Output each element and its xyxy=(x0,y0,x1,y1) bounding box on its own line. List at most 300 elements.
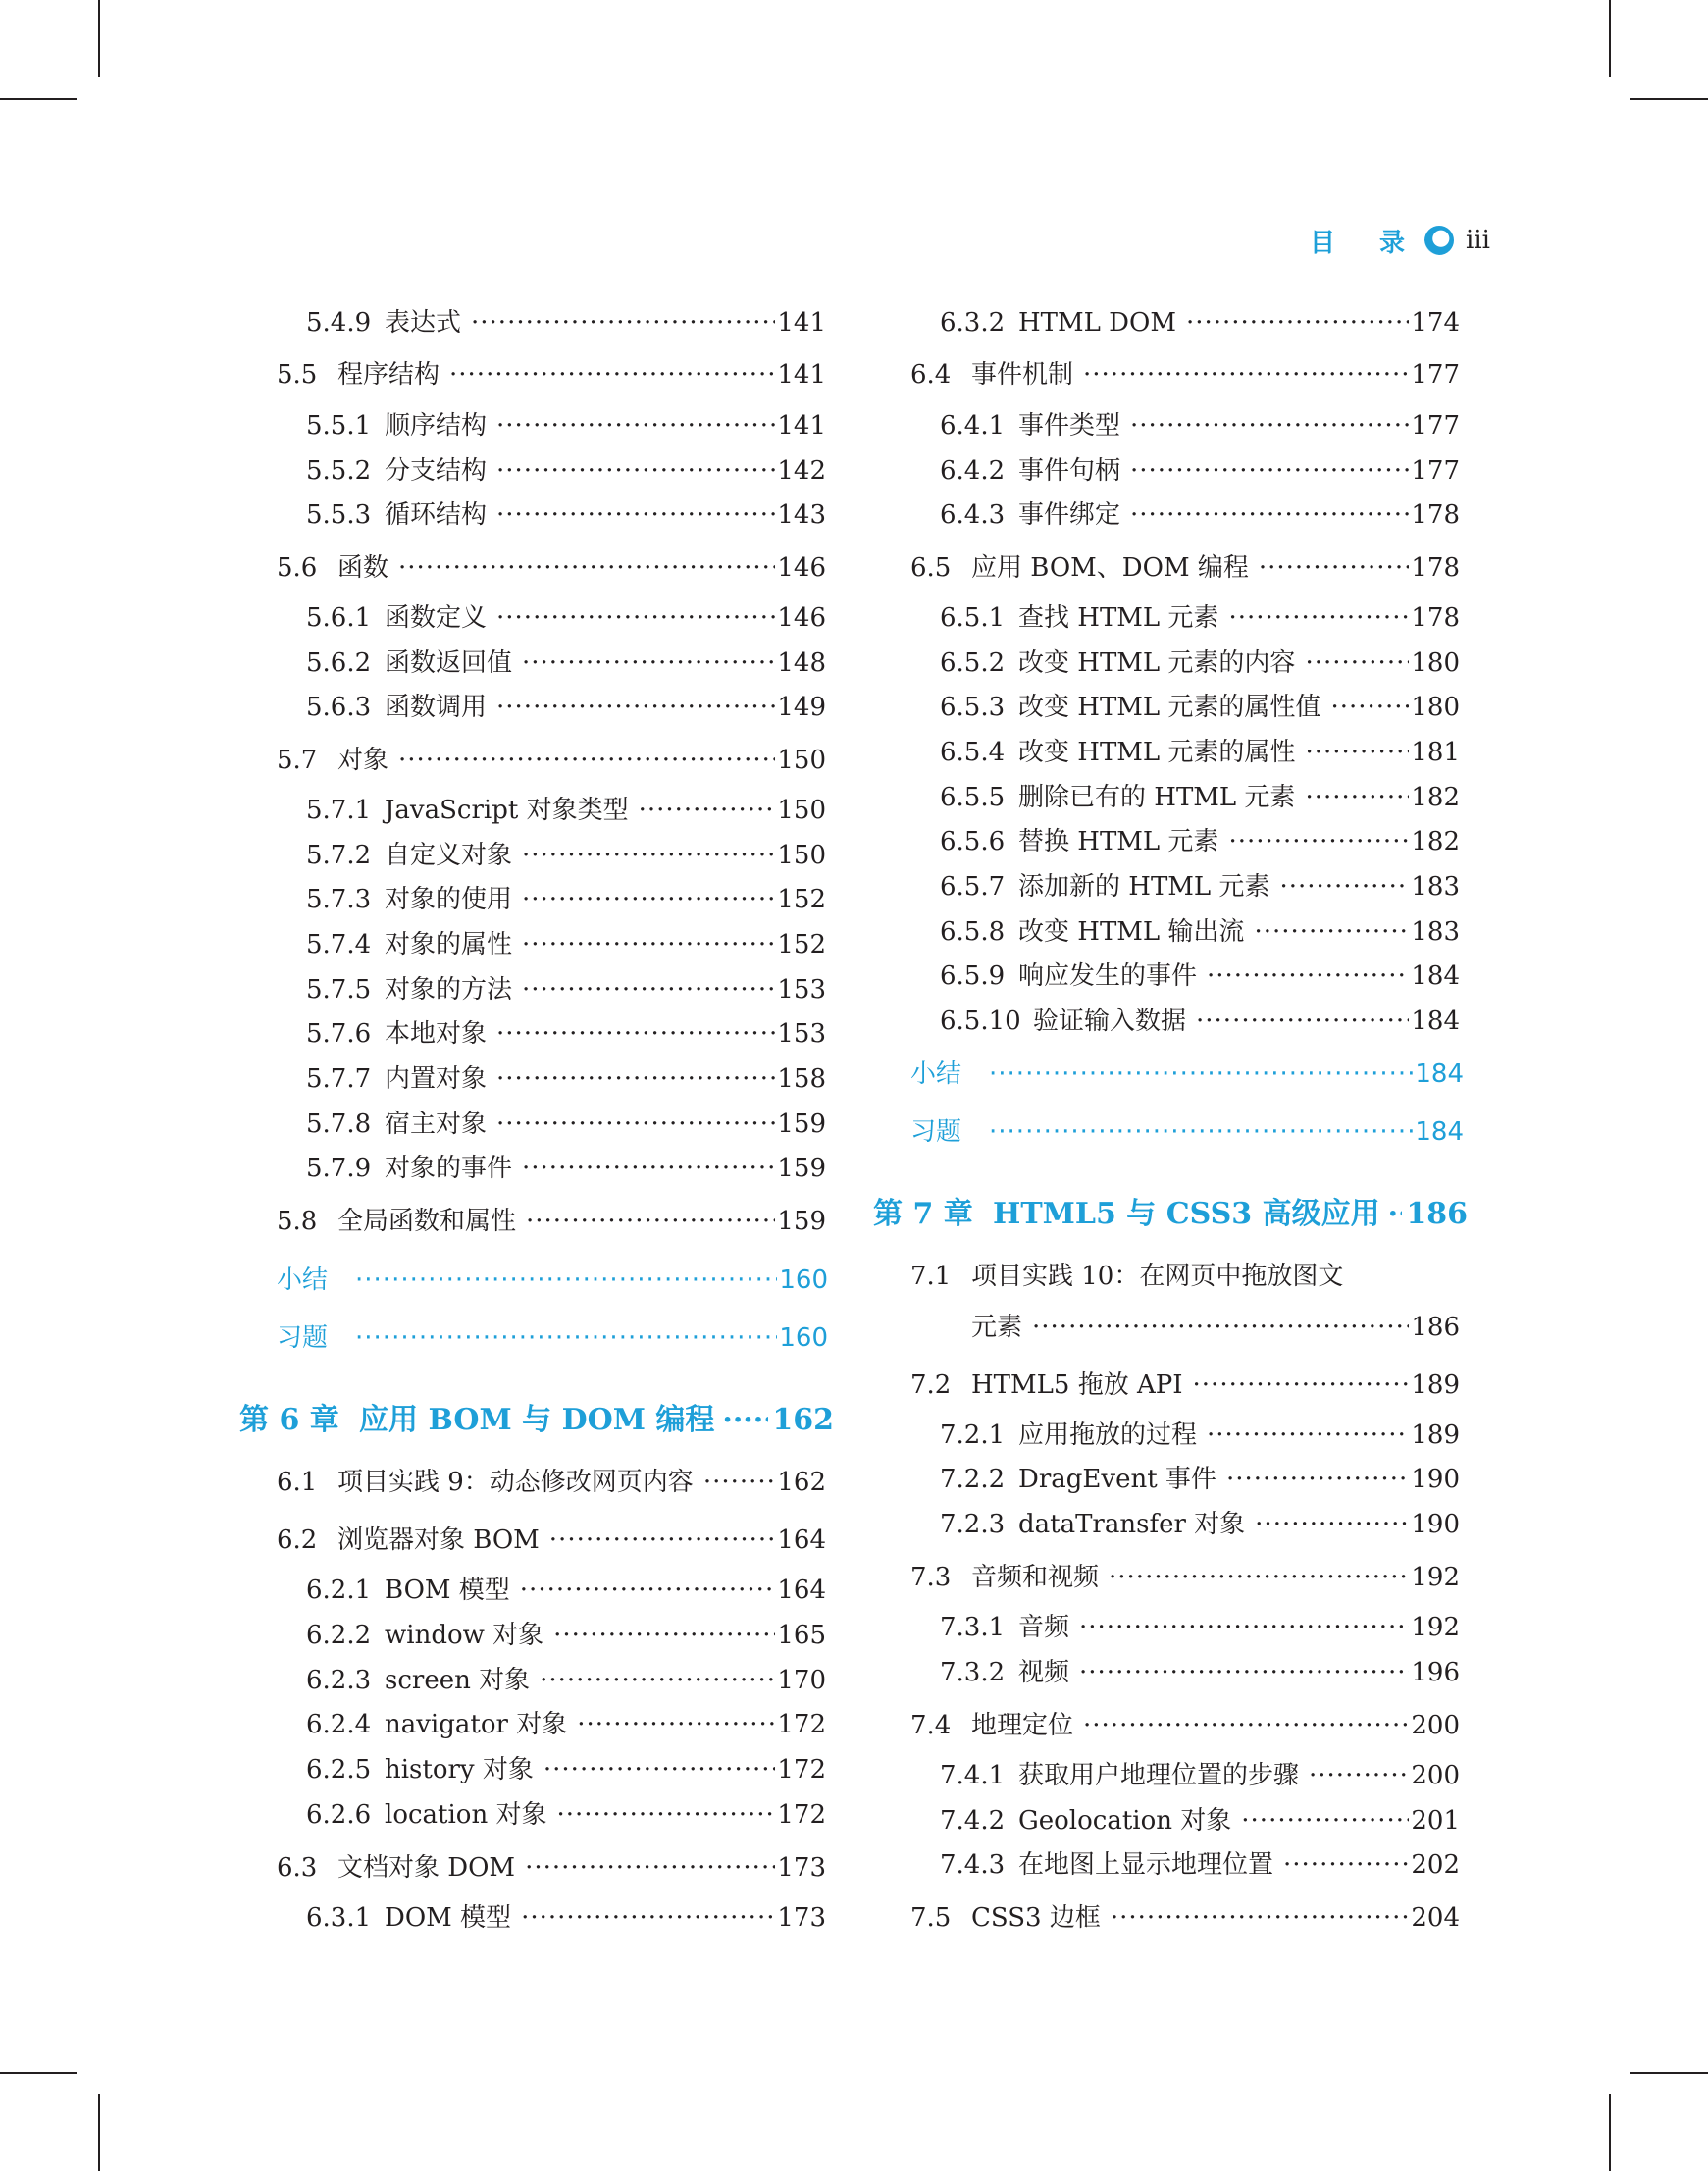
toc-entry-title: 改变 HTML 输出流 xyxy=(1018,917,1245,947)
leader-dots xyxy=(1305,781,1409,814)
page-number: iii xyxy=(1466,226,1490,255)
toc-chapter-heading xyxy=(239,1401,834,1440)
leader-dots xyxy=(1228,601,1409,635)
toc-entry-number: 6.2.1 xyxy=(306,1576,372,1605)
toc-entry-number: 6.2.2 xyxy=(306,1621,372,1650)
toc-entry-title: history 对象 xyxy=(385,1755,534,1784)
leader-dots xyxy=(1109,1561,1409,1594)
crop-mark xyxy=(1630,2072,1708,2074)
toc-entry-title: 改变 HTML 元素的属性值 xyxy=(1018,693,1321,722)
toc-entry xyxy=(940,1759,1460,1792)
toc-entry-title: 习题 xyxy=(277,1323,329,1353)
toc-entry xyxy=(910,1561,1460,1594)
leader-dots xyxy=(989,1115,1413,1149)
toc-entry-number: 7.2.2 xyxy=(940,1465,1006,1494)
toc-entry-number: 5.7.7 xyxy=(306,1064,372,1094)
toc-entry-number: 6.2.5 xyxy=(306,1755,372,1784)
leader-dots xyxy=(496,409,775,442)
toc-entry-page: 170 xyxy=(777,1666,826,1695)
toc-entry xyxy=(306,1798,826,1832)
toc-entry xyxy=(910,358,1460,391)
toc-entry xyxy=(940,781,1460,814)
toc-entry-number: 6.5.1 xyxy=(940,603,1006,633)
toc-entry-title: 函数定义 xyxy=(385,603,488,633)
toc-entry-page: 190 xyxy=(1411,1510,1460,1539)
toc-entry-page: 183 xyxy=(1411,872,1460,902)
toc-entry-number: 6.5.8 xyxy=(940,917,1006,947)
toc-entry-number: 5.7.1 xyxy=(306,796,372,825)
toc-entry xyxy=(940,1656,1460,1689)
toc-entry xyxy=(306,1574,826,1607)
toc-entry-page: 182 xyxy=(1411,783,1460,812)
toc-entry-title: 习题 xyxy=(910,1117,962,1147)
leader-dots xyxy=(540,1664,775,1697)
toc-entry-number: 6.2 xyxy=(277,1525,318,1555)
toc-entry-title: 事件句柄 xyxy=(1018,456,1121,486)
toc-entry-title: 对象的属性 xyxy=(385,930,513,959)
toc-entry-number: 6.5.5 xyxy=(940,783,1006,812)
toc-entry xyxy=(277,551,826,585)
toc-entry xyxy=(940,915,1460,949)
toc-entry xyxy=(910,1369,1460,1402)
toc-entry-number: 7.2.1 xyxy=(940,1421,1006,1450)
leader-dots xyxy=(639,794,776,827)
toc-entry-title: 视频 xyxy=(1018,1658,1070,1687)
toc-entry xyxy=(306,1753,826,1786)
toc-entry-title: Geolocation 对象 xyxy=(1018,1806,1232,1835)
leader-dots xyxy=(1196,1005,1409,1038)
toc-entry-page: 143 xyxy=(777,500,826,530)
toc-entry-page: 146 xyxy=(777,553,826,583)
toc-entry-number: 5.7.3 xyxy=(306,885,372,914)
toc-entry-title: 地理定位 xyxy=(971,1711,1074,1740)
leader-dots xyxy=(1130,498,1409,532)
chapter-number: 第 7 章 xyxy=(873,1197,973,1231)
toc-entry-number: 5.6.3 xyxy=(306,693,372,722)
toc-entry-page: 159 xyxy=(777,1154,826,1183)
chapter-page: 186 xyxy=(1406,1197,1468,1231)
toc-entry xyxy=(306,1152,826,1185)
leader-dots xyxy=(1241,1804,1409,1837)
toc-entry xyxy=(277,1205,826,1238)
leader-dots xyxy=(1207,959,1409,993)
toc-entry-title: 项目实践 10：在网页中拖放图文 xyxy=(971,1262,1344,1291)
leader-dots xyxy=(1207,1419,1409,1452)
leader-dots xyxy=(520,1574,776,1607)
leader-dots xyxy=(1259,551,1410,585)
toc-entry xyxy=(940,646,1460,680)
toc-entry-number: 7.2 xyxy=(910,1370,952,1400)
toc-entry-title: 宿主对象 xyxy=(385,1110,488,1139)
toc-entry-page: 180 xyxy=(1411,693,1460,722)
toc-entry-title: 替换 HTML 元素 xyxy=(1018,827,1219,856)
leader-dots xyxy=(526,1205,775,1238)
toc-entry-title: 事件绑定 xyxy=(1018,500,1121,530)
toc-entry-title: 对象的方法 xyxy=(385,975,513,1005)
toc-entry-page: 150 xyxy=(777,746,826,775)
toc-chapter-heading xyxy=(873,1195,1468,1234)
toc-entry-title: 函数返回值 xyxy=(385,648,513,678)
toc-entry-number: 6.4.1 xyxy=(940,411,1006,440)
leader-dots xyxy=(1283,1848,1409,1882)
crop-mark xyxy=(98,0,100,77)
toc-entry-number: 5.7.9 xyxy=(306,1154,372,1183)
toc-entry-page: 177 xyxy=(1411,411,1460,440)
toc-entry-title: JavaScript 对象类型 xyxy=(385,796,629,825)
toc-entry-number: 5.5.1 xyxy=(306,411,372,440)
crop-mark xyxy=(1609,2094,1611,2171)
toc-entry-number: 6.5 xyxy=(910,553,952,583)
header-title: 目 录 xyxy=(1309,228,1423,258)
crop-mark xyxy=(98,2094,100,2171)
toc-entry-page: 172 xyxy=(777,1710,826,1739)
toc-entry-number: 6.5.3 xyxy=(940,693,1006,722)
toc-entry-page: 184 xyxy=(1411,1007,1460,1036)
toc-entry-page: 148 xyxy=(777,648,826,678)
toc-entry xyxy=(940,1508,1460,1541)
circle-ornament-icon xyxy=(1424,226,1454,255)
toc-entry-number: 7.4 xyxy=(910,1711,952,1740)
toc-entry xyxy=(940,870,1460,904)
toc-entry-title: 验证输入数据 xyxy=(1033,1007,1187,1036)
toc-entry xyxy=(306,646,826,680)
toc-entry xyxy=(306,883,826,916)
leader-dots xyxy=(1130,454,1409,488)
leader-dots xyxy=(543,1753,775,1786)
toc-entry-page: 146 xyxy=(777,603,826,633)
leader-dots xyxy=(549,1524,776,1557)
leader-dots xyxy=(1254,915,1409,949)
toc-entry xyxy=(306,1108,826,1141)
toc-entry xyxy=(940,1419,1460,1452)
toc-entry-page: 200 xyxy=(1411,1711,1460,1740)
toc-entry-title: HTML DOM xyxy=(1018,308,1176,337)
toc-entry-title: 对象 xyxy=(337,746,389,775)
toc-entry xyxy=(940,1463,1460,1496)
toc-entry-title: 程序结构 xyxy=(337,360,440,389)
toc-entry-title: 在地图上显示地理位置 xyxy=(1018,1850,1274,1880)
leader-dots xyxy=(703,1466,776,1499)
toc-entry-page: 196 xyxy=(1411,1658,1460,1687)
toc-entry-title: dataTransfer 对象 xyxy=(1018,1510,1246,1539)
leader-dots xyxy=(577,1708,775,1741)
toc-entry xyxy=(306,794,826,827)
toc-entry-page: 164 xyxy=(777,1525,826,1555)
leader-dots xyxy=(1079,1611,1409,1644)
toc-entry-title: CSS3 边框 xyxy=(971,1903,1101,1933)
toc-entry-number: 6.2.6 xyxy=(306,1800,372,1830)
toc-entry-title: 音频和视频 xyxy=(971,1563,1100,1592)
toc-entry-title: 小结 xyxy=(277,1266,329,1295)
toc-entry-page: 192 xyxy=(1411,1563,1460,1592)
toc-entry xyxy=(940,825,1460,858)
toc-entry-page: 184 xyxy=(1415,1060,1464,1089)
leader-dots xyxy=(989,1058,1413,1091)
toc-entry-title: 项目实践 9：动态修改网页内容 xyxy=(337,1468,694,1497)
toc-entry xyxy=(277,1851,826,1885)
toc-entry xyxy=(306,306,826,339)
toc-entry-title: 事件类型 xyxy=(1018,411,1121,440)
toc-entry xyxy=(940,1611,1460,1644)
toc-entry xyxy=(306,1062,826,1096)
toc-entry xyxy=(306,1017,826,1051)
toc-entry-page: 153 xyxy=(777,975,826,1005)
toc-entry-title: 函数调用 xyxy=(385,693,488,722)
leader-dots xyxy=(449,358,775,391)
toc-entry-title: 表达式 xyxy=(385,308,462,337)
toc-entry-title: 自定义对象 xyxy=(385,841,513,870)
leader-dots xyxy=(1083,1709,1409,1742)
toc-entry-number: 7.3.1 xyxy=(940,1613,1006,1642)
toc-entry-number: 6.5.7 xyxy=(940,872,1006,902)
toc-entry-number: 5.5 xyxy=(277,360,318,389)
toc-entry xyxy=(910,551,1460,585)
leader-dots xyxy=(1186,306,1409,339)
chapter-number: 第 6 章 xyxy=(239,1403,339,1437)
toc-entry-number: 6.5.4 xyxy=(940,738,1006,767)
leader-dots xyxy=(355,1321,777,1355)
leader-dots xyxy=(556,1798,775,1832)
leader-dots xyxy=(398,551,775,585)
toc-entry-number: 7.2.3 xyxy=(940,1510,1006,1539)
toc-entry-page: 182 xyxy=(1411,827,1460,856)
leader-dots xyxy=(1083,358,1409,391)
toc-entry-number: 5.5.3 xyxy=(306,500,372,530)
leader-dots xyxy=(522,973,775,1007)
toc-entry-number: 6.3 xyxy=(277,1853,318,1883)
leader-dots xyxy=(1388,1195,1403,1234)
toc-entry xyxy=(306,1619,826,1652)
leader-dots xyxy=(496,1062,775,1096)
leader-dots xyxy=(1279,870,1409,904)
toc-entry xyxy=(910,1709,1460,1742)
toc-entry-page: 164 xyxy=(777,1576,826,1605)
toc-entry-page: 141 xyxy=(777,411,826,440)
toc-entry xyxy=(306,1708,826,1741)
toc-entry-page: 178 xyxy=(1411,603,1460,633)
toc-entry xyxy=(940,601,1460,635)
toc-entry xyxy=(910,1901,1460,1935)
toc-entry xyxy=(306,454,826,488)
toc-entry-page: 177 xyxy=(1411,360,1460,389)
toc-entry xyxy=(940,306,1460,339)
leader-dots xyxy=(355,1264,777,1297)
toc-entry-number: 6.4.2 xyxy=(940,456,1006,486)
leader-dots xyxy=(1305,736,1409,769)
crop-mark xyxy=(0,2072,77,2074)
toc-entry-number: 6.2.4 xyxy=(306,1710,372,1739)
leader-dots xyxy=(521,1901,775,1935)
toc-entry-page: 141 xyxy=(777,308,826,337)
toc-entry-title: screen 对象 xyxy=(385,1666,531,1695)
leader-dots xyxy=(1111,1901,1409,1935)
toc-entry-page: 150 xyxy=(777,796,826,825)
toc-entry xyxy=(277,1466,826,1499)
toc-entry-number: 6.3.2 xyxy=(940,308,1006,337)
toc-entry-title: HTML5 拖放 API xyxy=(971,1370,1183,1400)
toc-entry-title: 添加新的 HTML 元素 xyxy=(1018,872,1270,902)
toc-entry-number: 5.7.5 xyxy=(306,975,372,1005)
toc-entry-number: 7.3 xyxy=(910,1563,952,1592)
toc-entry-number: 5.7.8 xyxy=(306,1110,372,1139)
toc-entry-number: 5.5.2 xyxy=(306,456,372,486)
toc-entry-page: 162 xyxy=(777,1468,826,1497)
toc-entry-number: 6.4 xyxy=(910,360,952,389)
leader-dots xyxy=(522,883,775,916)
toc-entry-page: 159 xyxy=(777,1207,826,1236)
toc-entry xyxy=(940,1848,1460,1882)
toc-entry-title: 函数 xyxy=(337,553,389,583)
toc-entry-number: 6.5.2 xyxy=(940,648,1006,678)
toc-entry-page: 186 xyxy=(1411,1313,1460,1342)
toc-entry-number: 5.7.2 xyxy=(306,841,372,870)
leader-dots xyxy=(1309,1759,1409,1792)
toc-entry xyxy=(277,358,826,391)
toc-entry-number: 5.6.1 xyxy=(306,603,372,633)
leader-dots xyxy=(496,454,775,488)
toc-entry-page: 173 xyxy=(777,1853,826,1883)
leader-dots xyxy=(522,1152,775,1185)
crop-mark xyxy=(0,98,77,100)
toc-entry xyxy=(940,1005,1460,1038)
toc-entry-number: 5.4.9 xyxy=(306,308,372,337)
toc-entry-page: 160 xyxy=(779,1266,828,1295)
chapter-title: 应用 BOM 与 DOM 编程 xyxy=(359,1403,715,1437)
toc-entry-number: 5.7.4 xyxy=(306,930,372,959)
toc-entry-title: 对象的事件 xyxy=(385,1154,513,1183)
toc-entry-title: 浏览器对象 BOM xyxy=(337,1525,540,1555)
toc-entry-page: 200 xyxy=(1411,1761,1460,1790)
toc-entry xyxy=(306,691,826,724)
toc-entry-title: 查找 HTML 元素 xyxy=(1018,603,1219,633)
toc-entry-title: 应用 BOM、DOM 编程 xyxy=(971,553,1249,583)
toc-entry xyxy=(940,498,1460,532)
toc-entry-title: 元素 xyxy=(971,1313,1023,1342)
leader-dots xyxy=(471,306,775,339)
toc-entry-page: 165 xyxy=(777,1621,826,1650)
toc-entry-number: 6.5.6 xyxy=(940,827,1006,856)
toc-entry xyxy=(306,601,826,635)
toc-entry-title: 文档对象 DOM xyxy=(337,1853,516,1883)
leader-dots xyxy=(522,646,775,680)
toc-entry-page: 181 xyxy=(1411,738,1460,767)
leader-dots xyxy=(722,1401,768,1440)
toc-entry xyxy=(940,691,1460,724)
toc-entry-page: 202 xyxy=(1411,1850,1460,1880)
toc-entry-number: 5.7 xyxy=(277,746,318,775)
toc-entry-title: 响应发生的事件 xyxy=(1018,961,1198,991)
toc-entry-title: 顺序结构 xyxy=(385,411,488,440)
leader-dots xyxy=(496,691,775,724)
toc-entry-number: 7.4.3 xyxy=(940,1850,1006,1880)
leader-dots xyxy=(1255,1508,1409,1541)
toc-entry-title: 本地对象 xyxy=(385,1019,488,1049)
leader-dots xyxy=(496,498,775,532)
toc-entry-title: 内置对象 xyxy=(385,1064,488,1094)
toc-entry-page: 150 xyxy=(777,841,826,870)
toc-entry-page: 178 xyxy=(1411,553,1460,583)
toc-entry-page: 158 xyxy=(777,1064,826,1094)
leader-dots xyxy=(1079,1656,1409,1689)
crop-mark xyxy=(1630,98,1708,100)
toc-entry-number: 7.1 xyxy=(910,1262,952,1291)
toc-entry-title: BOM 模型 xyxy=(385,1576,510,1605)
toc-entry xyxy=(306,973,826,1007)
toc-entry xyxy=(306,928,826,961)
leader-dots xyxy=(1228,825,1409,858)
leader-dots xyxy=(1305,646,1409,680)
toc-entry xyxy=(940,1804,1460,1837)
toc-entry xyxy=(306,409,826,442)
leader-dots xyxy=(1130,409,1409,442)
toc-entry-page: 177 xyxy=(1411,456,1460,486)
toc-entry xyxy=(306,498,826,532)
toc-entry-title: 事件机制 xyxy=(971,360,1074,389)
toc-entry-title: 分支结构 xyxy=(385,456,488,486)
toc-entry-page: 184 xyxy=(1415,1117,1464,1147)
toc-entry-title: location 对象 xyxy=(385,1800,547,1830)
toc-entry-title: 改变 HTML 元素的内容 xyxy=(1018,648,1296,678)
toc-entry xyxy=(306,1664,826,1697)
running-header xyxy=(1310,216,1490,265)
toc-entry-page: 180 xyxy=(1411,648,1460,678)
leader-dots xyxy=(1032,1311,1409,1344)
leader-dots xyxy=(1330,691,1409,724)
toc-entry-page: 152 xyxy=(777,885,826,914)
leader-dots xyxy=(1193,1369,1410,1402)
toc-entry-page: 178 xyxy=(1411,500,1460,530)
toc-entry xyxy=(306,839,826,872)
leader-dots xyxy=(522,839,775,872)
leader-dots xyxy=(398,744,775,777)
toc-entry-number: 5.8 xyxy=(277,1207,318,1236)
toc-entry-page: 172 xyxy=(777,1755,826,1784)
crop-mark xyxy=(1609,0,1611,77)
leader-dots xyxy=(522,928,775,961)
toc-entry-number: 7.5 xyxy=(910,1903,952,1933)
toc-entry-first-line xyxy=(910,1260,1343,1293)
toc-entry-page: 142 xyxy=(777,456,826,486)
toc-entry-title: DOM 模型 xyxy=(385,1903,512,1933)
toc-entry-number: 6.5.9 xyxy=(940,961,1006,991)
toc-exercises-entry xyxy=(277,1321,828,1355)
leader-dots xyxy=(496,1017,775,1051)
toc-entry-page: 174 xyxy=(1411,308,1460,337)
toc-entry-page: 172 xyxy=(777,1800,826,1830)
toc-entry-title: 音频 xyxy=(1018,1613,1070,1642)
toc-entry-number: 6.2.3 xyxy=(306,1666,372,1695)
toc-entry-page: 184 xyxy=(1411,961,1460,991)
toc-entry-title: navigator 对象 xyxy=(385,1710,568,1739)
leader-dots xyxy=(1226,1463,1409,1496)
toc-summary-entry xyxy=(910,1058,1464,1091)
toc-entry-page: 153 xyxy=(777,1019,826,1049)
toc-entry-title: 删除已有的 HTML 元素 xyxy=(1018,783,1296,812)
toc-entry-number: 5.6 xyxy=(277,553,318,583)
toc-entry xyxy=(277,744,826,777)
toc-entry-number: 7.3.2 xyxy=(940,1658,1006,1687)
toc-entry-page: 192 xyxy=(1411,1613,1460,1642)
toc-entry-page: 201 xyxy=(1411,1806,1460,1835)
toc-entry-page: 189 xyxy=(1411,1370,1460,1400)
toc-entry xyxy=(940,959,1460,993)
leader-dots xyxy=(525,1851,775,1885)
toc-entry-number: 6.1 xyxy=(277,1468,318,1497)
chapter-page: 162 xyxy=(772,1403,834,1437)
toc-entry-page: 141 xyxy=(777,360,826,389)
toc-entry-title: DragEvent 事件 xyxy=(1018,1465,1216,1494)
toc-entry-title: 小结 xyxy=(910,1060,962,1089)
